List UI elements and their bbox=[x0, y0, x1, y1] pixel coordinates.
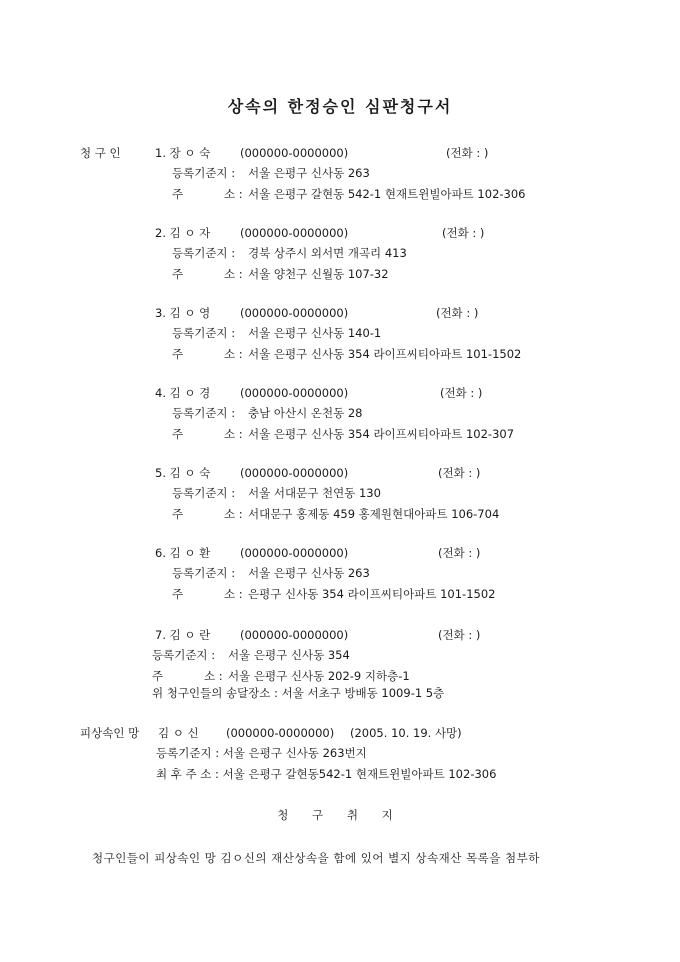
address-label: 주 bbox=[172, 187, 184, 201]
decedent-label: 피상속인 망 bbox=[80, 726, 140, 740]
claimant-name: 1. 장 ㅇ 숙 bbox=[155, 146, 211, 160]
claimant-name: 4. 김 ㅇ 경 bbox=[155, 386, 211, 400]
document-title: 상속의 한정승인 심판청구서 bbox=[227, 97, 453, 116]
claimant-registration: 서울 은평구 신사동 263 bbox=[248, 166, 370, 180]
claimant-registration: 충남 아산시 온천동 28 bbox=[248, 406, 363, 420]
claimant-id: (000000-0000000) bbox=[240, 306, 349, 320]
decedent-name: 김 ㅇ 신 bbox=[158, 726, 199, 740]
claimant-address: 서대문구 홍제동 459 홍제원현대아파트 106-704 bbox=[248, 507, 500, 521]
claimant-phone: (전화 : ) bbox=[446, 146, 489, 160]
body-text: 청구인들이 피상속인 망 김ㅇ신의 재산상속을 함에 있어 별지 상속재산 목록을 첨부하 bbox=[92, 851, 540, 865]
claimant-id: (000000-0000000) bbox=[240, 146, 349, 160]
claimant-address: 서울 양천구 신월동 107-32 bbox=[248, 267, 389, 281]
claimant-name: 3. 김 ㅇ 영 bbox=[155, 306, 211, 320]
claimant-registration: 서울 서대문구 천연동 130 bbox=[248, 486, 381, 500]
registration-label: 등록기준지 : bbox=[172, 166, 236, 180]
address-label: 주 bbox=[152, 669, 164, 683]
decedent-last-address: 최 후 주 소 : 서울 은평구 갈현동542-1 현재트윈빌아파트 102-306 bbox=[156, 767, 497, 781]
claimant-name: 7. 김 ㅇ 란 bbox=[155, 628, 211, 642]
claimant-address: 서울 은평구 갈현동 542-1 현재트윈빌아파트 102-306 bbox=[248, 187, 526, 201]
claimant-phone: (전화 : ) bbox=[438, 546, 481, 560]
registration-label: 등록기준지 : bbox=[172, 566, 236, 580]
claimant-phone: (전화 : ) bbox=[440, 386, 483, 400]
claimant-name: 5. 김 ㅇ 숙 bbox=[155, 466, 211, 480]
address-label-suffix: 소 : bbox=[224, 587, 243, 601]
claimant-phone: (전화 : ) bbox=[438, 628, 481, 642]
registration-label: 등록기준지 : bbox=[172, 326, 236, 340]
claimant-address: 서울 은평구 신사동 354 라이프씨티아파트 101-1502 bbox=[248, 347, 522, 361]
claimant-id: (000000-0000000) bbox=[240, 628, 349, 642]
decedent-death: (2005. 10. 19. 사망) bbox=[350, 726, 462, 740]
registration-label: 등록기준지 : bbox=[172, 246, 236, 260]
address-label-suffix: 소 : bbox=[224, 507, 243, 521]
claimant-registration: 경북 상주시 외서면 개곡리 413 bbox=[248, 246, 407, 260]
address-label-suffix: 소 : bbox=[224, 427, 243, 441]
address-label: 주 bbox=[172, 347, 184, 361]
registration-label: 등록기준지 : bbox=[172, 486, 236, 500]
claimant-address: 은평구 신사동 354 라이프씨티아파트 101-1502 bbox=[248, 587, 496, 601]
claimant-address: 서울 은평구 신사동 202-9 지하층-1 bbox=[228, 669, 410, 683]
claimant-id: (000000-0000000) bbox=[240, 386, 349, 400]
claimant-id: (000000-0000000) bbox=[240, 226, 349, 240]
decedent-id: (000000-0000000) bbox=[226, 726, 335, 740]
address-label-suffix: 소 : bbox=[224, 267, 243, 281]
registration-label: 등록기준지 : bbox=[152, 648, 216, 662]
claimant-registration: 서울 은평구 신사동 140-1 bbox=[248, 326, 382, 340]
claimant-address: 서울 은평구 신사동 354 라이프씨티아파트 102-307 bbox=[248, 427, 515, 441]
address-label-suffix: 소 : bbox=[224, 187, 243, 201]
address-label: 주 bbox=[172, 507, 184, 521]
claimant-id: (000000-0000000) bbox=[240, 546, 349, 560]
section-title: 청 구 취 지 bbox=[277, 808, 403, 822]
claimant-phone: (전화 : ) bbox=[442, 226, 485, 240]
address-label: 주 bbox=[172, 587, 184, 601]
address-label: 주 bbox=[172, 427, 184, 441]
claimant-registration: 서울 은평구 신사동 354 bbox=[228, 648, 350, 662]
address-label-suffix: 소 : bbox=[224, 347, 243, 361]
address-label: 주 bbox=[172, 267, 184, 281]
claimant-registration: 서울 은평구 신사동 263 bbox=[248, 566, 370, 580]
claimant-id: (000000-0000000) bbox=[240, 466, 349, 480]
registration-label: 등록기준지 : bbox=[172, 406, 236, 420]
service-address: 위 청구인들의 송달장소 : 서울 서초구 방배동 1009-1 5층 bbox=[152, 686, 445, 700]
claimant-phone: (전화 : ) bbox=[436, 306, 479, 320]
claimant-name: 2. 김 ㅇ 자 bbox=[155, 226, 211, 240]
claimant-name: 6. 김 ㅇ 환 bbox=[155, 546, 211, 560]
claimant-phone: (전화 : ) bbox=[438, 466, 481, 480]
address-label-suffix: 소 : bbox=[204, 669, 223, 683]
decedent-registration: 등록기준지 : 서울 은평구 신사동 263번지 bbox=[156, 746, 367, 760]
claimant-label: 청 구 인 bbox=[80, 146, 121, 160]
